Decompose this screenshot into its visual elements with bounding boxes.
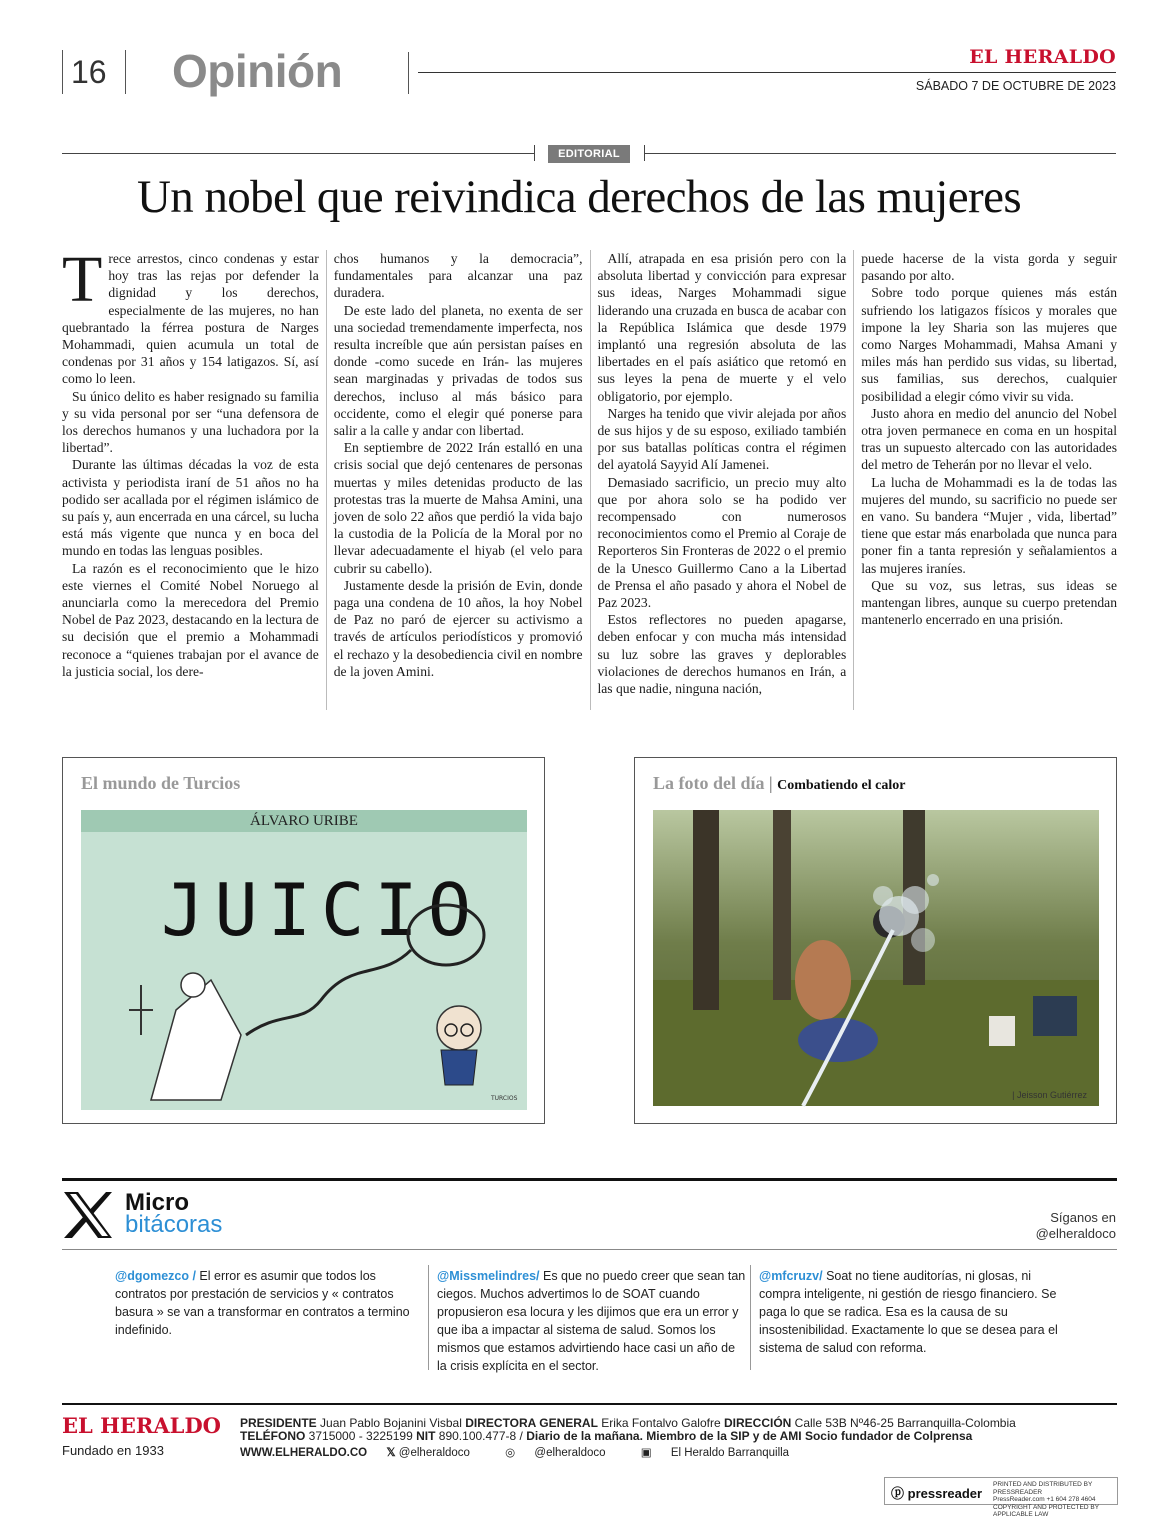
- tweet: [115, 1267, 425, 1339]
- man-torso: [795, 940, 851, 1020]
- paragraph: En septiembre de 2022 Irán estalló en una crisis social que dejó centenares de personas muertas y miles detenidas producto de las protestas tras la muerte de Mahsa Amini, una joven de solo 22 años que perdió la vida bajo la custodia de la Policía de la Moral por no llevar adecuadamente el hiyab (el velo para cubrir su cabello).: [333, 440, 583, 576]
- bucket: [1033, 996, 1077, 1036]
- header-separator: [408, 52, 409, 94]
- pressreader-badge: [884, 1477, 1118, 1518]
- editorial-rule-left: [62, 153, 534, 154]
- lasso-loop: [408, 905, 484, 965]
- paragraph: puede hacerse de la vista gorda y seguir pasando por alto.: [861, 251, 1117, 284]
- justice-head: [181, 973, 205, 997]
- credit-label: PRESIDENTE: [240, 1416, 317, 1430]
- footer-contact-line: [240, 1429, 972, 1443]
- paragraph: Demasiado sacrificio, un precio muy alto que por ahora solo se ha podido ver recompensado con numerosos reconocimientos como el Premio al Coraje de Reporteros Sin Fronteras de 2022 o el premio de la Unesco Guillermo Cano a la Libertad de Prensa el año pasado y ahora el Nobel de Paz 2023.: [597, 474, 847, 611]
- credit-value: Erika Fontalvo Galofre: [597, 1416, 724, 1430]
- photo-box-title: [653, 773, 905, 794]
- credit-label: TELÉFONO: [240, 1429, 306, 1443]
- facebook-link[interactable]: [641, 1447, 805, 1459]
- title-separator: |: [769, 773, 773, 793]
- pressreader-line: PRINTED AND DISTRIBUTED BY PRESSREADER: [993, 1481, 1093, 1496]
- credit-label: DIRECCIÓN: [723, 1416, 792, 1430]
- paragraph: La razón es el reconocimiento que le hizo este viernes el Comité Nobel Noruego al anunciarla como la merecedora del Premio Nobel de Paz 2023, destacando en la lectura de su decisión que el premio a Mohammadi reconoce a “quienes trabajan por el avance de la justicia social, los dere-: [62, 560, 319, 679]
- paragraph: La lucha de Mohammadi es la de todas las mujeres del mundo, su sacrificio no puede ser en vano. Su bandera “Mujer , vida, libertad” tiene que estar más enarbolada que nunca para poner fin a tanta represión y señalamientos a las mujeres iraníes.: [861, 474, 1117, 576]
- tweet-separator: [428, 1265, 429, 1370]
- tweet: [759, 1267, 1069, 1357]
- facebook-handle: El Heraldo Barranquilla: [670, 1447, 790, 1459]
- tweet-separator: [750, 1265, 751, 1370]
- drop-cap: T: [62, 243, 103, 316]
- pressreader-wordmark: pressreader: [907, 1486, 983, 1501]
- credit-value: 3715000 - 3225199: [305, 1429, 417, 1443]
- section-title: Opinión: [172, 45, 343, 97]
- x-icon: 𝕏: [386, 1447, 396, 1459]
- paragraph: Estos reflectores no pueden apagarse, deben enfocar y con mucha más intensidad su luz sobre las graves y deplorables violaciones de derechos humanos en Irán, a las que nadie, ninguna nación,: [597, 612, 847, 697]
- cartoon-box-title: El mundo de Turcios: [81, 773, 241, 793]
- pressreader-text: [993, 1481, 1117, 1519]
- editorial-badge: EDITORIAL: [548, 145, 630, 163]
- caricature-head: [437, 1006, 481, 1050]
- pressreader-line: COPYRIGHT AND PROTECTED BY APPLICABLE LAW: [993, 1503, 1099, 1518]
- photo-drawing: [653, 810, 1099, 1106]
- editorial-rule-right: [644, 153, 1116, 154]
- cartoon-band: ÁLVARO URIBE: [81, 810, 527, 832]
- masthead-logo: EL HERALDO: [969, 46, 1116, 68]
- footer-logo: EL HERALDO: [62, 1413, 221, 1438]
- paragraph: Narges ha tenido que vivir alejada por años de sus hijos y de su esposo, exiliado también por sus batallas políticas contra el régimen del ayatolá Sayyid Alí Jamenei.: [597, 405, 847, 473]
- photo-image: [653, 810, 1099, 1106]
- justice-figure: [151, 980, 241, 1100]
- pressreader-icon: ⓟ: [891, 1486, 905, 1501]
- cartoon-word: JUICIO: [161, 868, 482, 952]
- credit-label: DIRECTORA GENERAL: [465, 1416, 598, 1430]
- tree-trunk: [693, 810, 719, 1010]
- issue-date: SÁBADO 7 DE OCTUBRE DE 2023: [915, 79, 1116, 93]
- column-1: [62, 243, 326, 710]
- follow-us: [1036, 1210, 1116, 1242]
- website-link[interactable]: WWW.ELHERALDO.CO: [240, 1447, 368, 1459]
- x-link[interactable]: [386, 1447, 486, 1459]
- cartoon-drawing: [81, 810, 527, 1110]
- x-logo-icon: [62, 1190, 114, 1240]
- tweet-handle[interactable]: @Missmelindres/: [437, 1269, 540, 1283]
- instagram-handle: @elheraldoco: [534, 1447, 606, 1459]
- page-number: 16: [62, 50, 126, 94]
- paragraph: Durante las últimas décadas la voz de esta activista y periodista iraní de 51 años no ha podido ser acallada por el régimen islámico de su país y, aun encerrada en una cárcel, su lucha está más vigente que nunca y en boca del mundo en todas las lenguas posibles.: [62, 457, 319, 559]
- micro-subtitle: bitácoras: [125, 1211, 223, 1238]
- column-2: [326, 250, 590, 710]
- paragraph: Justamente desde la prisión de Evin, donde paga una condena de 10 años, la hoy Nobel de Paz no paró de ejercer su activismo a través de artículos periodísticos y promovió el rechazo y la desobediencia civil en nombre de la joven Amini.: [333, 577, 583, 679]
- paragraph: De este lado del planeta, no exenta de ser una sociedad tremendamente imperfecta, nos resulta increíble que aún persistan países en donde -como sucede en Irán- las mujeres sean marginadas y privadas de todos sus derechos, incluso al más básico para occidente, como el elegir qué ponerse para salir a la calle y andar con libertad.: [333, 302, 583, 439]
- paragraph: Justo ahora en medio del anuncio del Nobel otra joven permanece en coma en un hospital tras un supuesto altercado con las autoridades del metro de Teherán por no llevar el velo.: [861, 405, 1117, 473]
- credit-value: Calle 53B Nº46-25 Barranquilla-Colombia: [791, 1416, 1016, 1430]
- footer-rule: [62, 1403, 1117, 1405]
- facebook-icon: ▣: [640, 1447, 652, 1459]
- paragraph: chos humanos y la democracia”, fundamentales para alcanzar una paz duradera.: [333, 251, 583, 301]
- micro-title: Micro: [125, 1189, 190, 1216]
- tree-trunk: [773, 810, 791, 1000]
- follow-handle[interactable]: @elheraldoco: [1035, 1226, 1116, 1241]
- cartoon-signature: TURCIOS: [491, 1095, 518, 1102]
- paragraph: Sobre todo porque quienes más están sufriendo los latigazos físicos y morales que impone la ley Sharia son las mujeres que como Narges Mohammadi, Mahsa Amani y miles más han perdido sus vidas, su libertad, sus familias, sus derechos, cualquier posibilidad a elegir cómo vivir su vida.: [861, 285, 1117, 404]
- editorial-body: [62, 243, 1117, 710]
- instagram-link[interactable]: [505, 1447, 621, 1459]
- lasso-rope: [246, 950, 411, 1035]
- detergent-box: [989, 1016, 1015, 1046]
- footer-founded: Fundado en 1933: [62, 1443, 164, 1458]
- photo-box: [634, 757, 1117, 1124]
- x-handle: @elheraldoco: [398, 1447, 470, 1459]
- tweet-text: El error es asumir que todos los contratos por prestación de servicios y « contratos basura » se van a transformar en contratos a termino indefinido.: [115, 1269, 410, 1337]
- editorial-headline: Un nobel que reivindica derechos de las mujeres: [136, 171, 1022, 223]
- paragraph: Que su voz, sus letras, sus ideas se mantengan libres, aunque su cuerpo pretendan mantenerlo encerrado en una prisión.: [861, 577, 1117, 628]
- follow-label: Síganos en: [1050, 1210, 1116, 1225]
- pressreader-line: PressReader.com +1 604 278 4604: [993, 1496, 1096, 1503]
- tweet-text: Es que no puedo creer que sean tan ciegos. Muchos advertimos lo de SOAT cuando propusieron esa locura y les dijimos que era un error y que iba a impactar al sistema de salud. Somos los mismos que estamos advirtiendo hace casi un año de la crisis explícita en el sector.: [437, 1269, 746, 1373]
- micro-rule-thin: [62, 1249, 1117, 1250]
- paragraph: Allí, atrapada en esa prisión pero con la absoluta libertad y convicción para expresar sus ideas, Narges Mohammadi sigue liderando una cruzada en busca de acabar con la República Islámica que desde 1979 implantó una regresión absoluta de las libertades en el país asiático que retomó en sus leyes la pena de muerte y el velo obligatorio, por ejemplo.: [597, 251, 847, 404]
- credit-value: Juan Pablo Bojanini Visbal: [316, 1416, 466, 1430]
- paragraph: Su único delito es haber resignado su familia y su vida personal por ser “una defensora de los derechos humanos y una luchadora por la libertad”.: [62, 388, 319, 456]
- caricature-body: [441, 1050, 477, 1085]
- tweet: [437, 1267, 747, 1375]
- credit-label: NIT: [416, 1429, 436, 1443]
- footer-social-line: [240, 1445, 821, 1459]
- instagram-icon: ◎: [505, 1447, 516, 1459]
- tweet-handle[interactable]: @dgomezco /: [115, 1269, 196, 1283]
- photo-caption-title: Combatiendo el calor: [777, 778, 906, 793]
- header-rule: [418, 72, 1116, 73]
- column-4: [853, 250, 1117, 710]
- pressreader-logo: [891, 1483, 982, 1502]
- cartoon-illustration: [81, 810, 527, 1110]
- micro-rule: [62, 1178, 1117, 1181]
- credit-value: 890.100.477-8 /: [435, 1429, 527, 1443]
- paragraph-text: rece arrestos, cinco condenas y estar hoy tras las rejas por defender la dignidad y los derechos, especialmente de las mujeres, no han quebrantado la férrea postura de Narges Mohammadi, quien acumula un total de condenas por 31 años y 154 latigazos. Sí, así como lo leen.: [62, 251, 319, 387]
- photo-credit: | Jeisson Gutiérrez: [1012, 1090, 1087, 1100]
- footer-credits-line: [240, 1416, 1016, 1430]
- credit-label: Diario de la mañana. Miembro de la SIP y de AMI Socio fundador de Colprensa: [526, 1429, 973, 1443]
- cartoon-box: [62, 757, 545, 1124]
- tweet-text: Soat no tiene auditorías, ni glosas, ni compra inteligente, ni gestión de riesgo financiero. Se paga lo que se radica. Esa es la causa de su insostenibilidad. Exactamente lo que se desea para el sistema de salud con reforma.: [759, 1269, 1058, 1355]
- tweet-handle[interactable]: @mfcruzv/: [759, 1269, 823, 1283]
- paragraph: [62, 243, 319, 388]
- column-3: [590, 250, 854, 710]
- editorial-tick-left: [534, 145, 535, 161]
- photo-box-label: La foto del día: [653, 773, 765, 793]
